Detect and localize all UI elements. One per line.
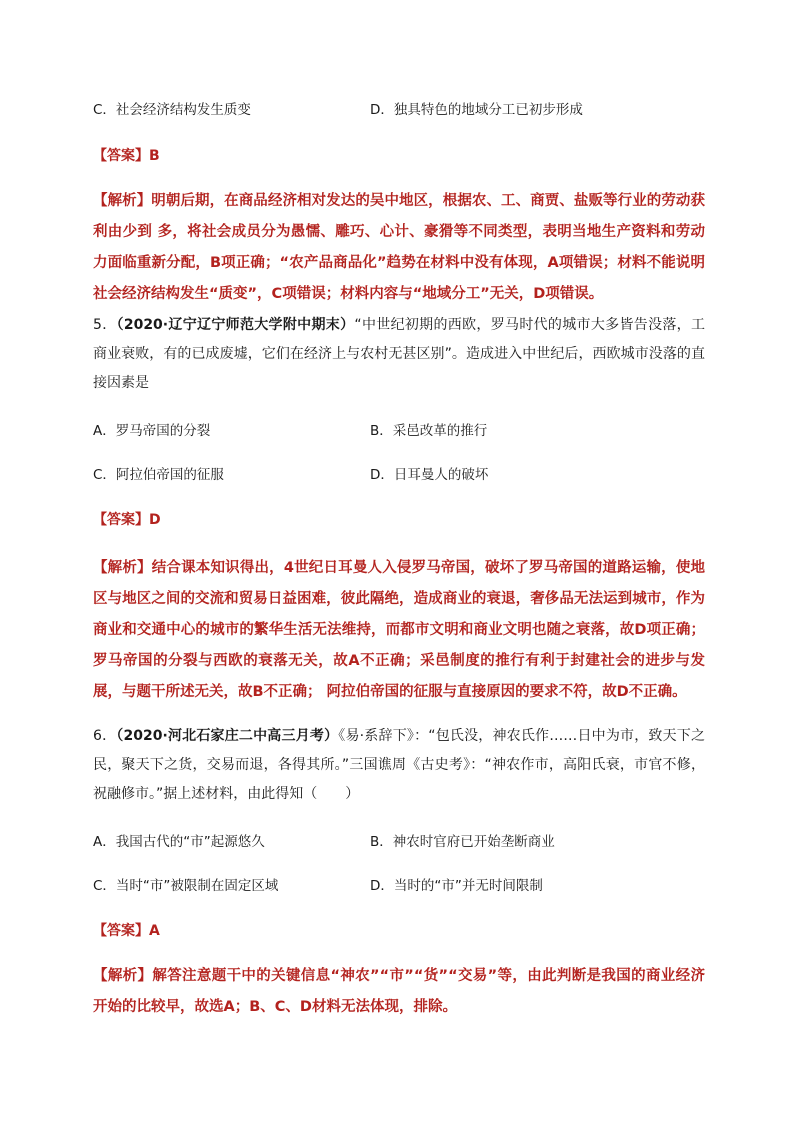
analysis-text: 明朝后期，在商品经济相对发达的吴中地区，根据农、工、商贾、盐贩等行业的劳动获利由少到 多，将社会成员分为愚懦、雕巧、心计、豪猾等不同类型，表明当地生产资料和劳动力面临重新分配，B项正确；“农产品商品化”趋势在材料中没有体现，A项错误；材料不能说明社会经济结构发生“质变”，C项错误；材料内容与“地域分工”无关，D项错误。	[93, 193, 706, 302]
q5-number: 5．	[93, 317, 117, 333]
answer-tag: 【答案】	[93, 512, 149, 528]
q5-option-c: C．阿拉伯帝国的征服	[93, 467, 224, 483]
q5-option-d: D．日耳曼人的破坏	[370, 467, 489, 483]
answer-tag: 【答案】	[93, 148, 149, 164]
q6-text: 《易·系辞下》：“包氏没，神农氏作……日中为市，致天下之民，聚天下之货，交易而退，各得其所。”三国谯周《古史考》：“神农作市，高阳氏衰，市官不修，祝融修市。”据上述材料，由此得知（ ）	[93, 728, 705, 802]
analysis-tag: 【解析】	[93, 968, 153, 984]
q4-option-d: D．独具特色的地域分工已初步形成	[370, 102, 583, 118]
q6-analysis	[93, 961, 705, 1023]
answer-tag: 【答案】	[93, 923, 149, 939]
q6-number: 6．	[93, 728, 117, 744]
q6-source: （2020·河北石家庄二中高三月考）	[116, 728, 339, 744]
analysis-tag: 【解析】	[93, 560, 152, 576]
analysis-tag: 【解析】	[93, 193, 152, 209]
q5-stem	[93, 311, 705, 398]
q6-option-d: D．当时的“市”并无时间限制	[370, 878, 543, 894]
q4-analysis	[93, 186, 705, 310]
answer-value: B	[149, 148, 160, 164]
q6-option-a: A．我国古代的“市”起源悠久	[93, 834, 265, 850]
answer-value: D	[149, 512, 161, 528]
q5-source: （2020·辽宁辽宁师范大学附中期末）	[116, 317, 355, 333]
q5-option-a: A．罗马帝国的分裂	[93, 423, 211, 439]
q4-option-c: C．社会经济结构发生质变	[93, 102, 251, 118]
answer-value: A	[149, 923, 160, 939]
q6-option-b: B．神农时官府已开始垄断商业	[370, 834, 555, 850]
analysis-text: 结合课本知识得出，4世纪日耳曼人入侵罗马帝国，破坏了罗马帝国的道路运输，使地区与地区之间的交流和贸易日益困难，彼此隔绝，造成商业的衰退，奢侈品无法运到城市，作为商业和交通中心的城市的繁华生活无法维持，而都市文明和商业文明也随之衰落，故D项正确；罗马帝国的分裂与西欧的衰落无关，故A不正确；采邑制度的推行有利于封建社会的进步与发展，与题干所述无关，故B不正确； 阿拉伯帝国的征服与直接原因的要求不符，故D不正确。	[93, 560, 706, 700]
q6-stem	[93, 722, 705, 809]
q4-answer	[93, 146, 160, 166]
q5-text: “中世纪初期的西欧，罗马时代的城市大多皆告没落，工商业衰败，有的已成废墟，它们在经济上与农村无甚区别”。造成进入中世纪后，西欧城市没落的直接因素是	[93, 317, 705, 391]
q5-analysis	[93, 553, 705, 708]
q6-answer	[93, 921, 160, 941]
q5-answer	[93, 510, 161, 530]
analysis-text: 解答注意题干中的关键信息“神农”“市”“货”“交易”等，由此判断是我国的商业经济开始的比较早，故选A；B、C、D材料无法体现，排除。	[93, 968, 705, 1015]
q5-option-b: B．采邑改革的推行	[370, 423, 488, 439]
q6-option-c: C．当时“市”被限制在固定区域	[93, 878, 279, 894]
